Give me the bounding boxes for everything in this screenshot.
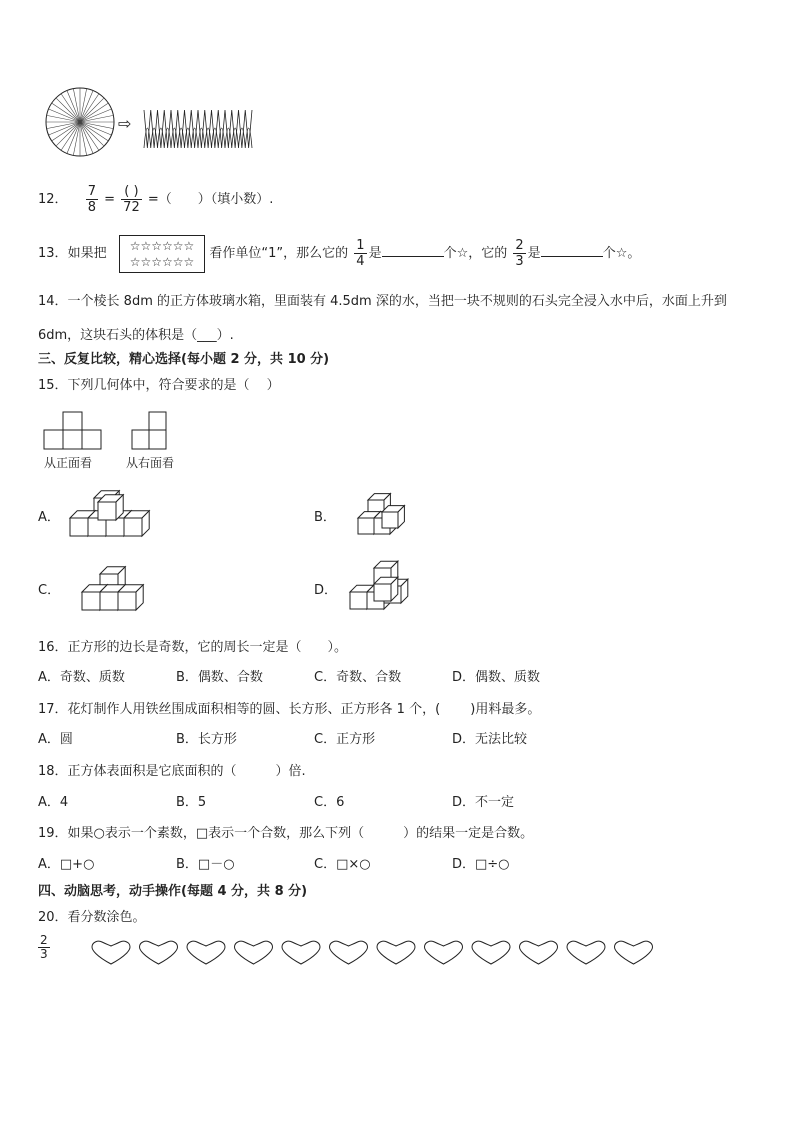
q18-option-b[interactable]: B．5 <box>176 795 207 810</box>
option-a-label[interactable]: A． <box>38 510 60 525</box>
q19-option-b[interactable]: B．□－○ <box>176 857 235 872</box>
heart-shape[interactable] <box>425 941 463 964</box>
option-a-figure[interactable] <box>68 490 158 540</box>
cube-face <box>98 502 116 520</box>
q17-option-c[interactable]: C．正方形 <box>314 732 376 747</box>
star-box: ☆☆☆☆☆☆ ☆☆☆☆☆☆ <box>119 235 206 273</box>
cube-face <box>100 592 118 610</box>
front-view-figure <box>44 412 104 452</box>
question-15-stem: 15．下列几何体中，符合要求的是（ ） <box>38 378 280 393</box>
q16-option-b[interactable]: B．偶数、合数 <box>176 670 263 685</box>
sector-line <box>80 122 104 146</box>
question-16-stem: 16．正方形的边长是奇数，它的周长一定是（ ）。 <box>38 640 348 655</box>
fraction: $\frac{7}{8}$ <box>87 184 96 215</box>
question-12: 12． $\frac{7}{8}$ = $\frac{( )}{72}$ =（ ）（填小数）. <box>38 184 274 215</box>
question-tail: =（ ）（填小数）. <box>147 192 274 207</box>
sector-line <box>56 98 80 122</box>
cube-face <box>70 518 88 536</box>
heart-shape[interactable] <box>520 941 558 964</box>
heart-shape[interactable] <box>92 941 130 964</box>
heart-shape[interactable] <box>472 941 510 964</box>
q17-option-d[interactable]: D．无法比较 <box>452 732 528 747</box>
fraction: $\frac{2}{3}$ <box>40 933 48 961</box>
answer-blank[interactable] <box>541 244 603 257</box>
section-heading: 四、动脑思考，动手操作(每题 4 分，共 8 分) <box>38 884 308 899</box>
question-18-stem: 18．正方体表面积是它底面积的（ ）倍. <box>38 764 306 779</box>
q17-option-a[interactable]: A．圆 <box>38 732 73 747</box>
q19-option-a[interactable]: A．□+○ <box>38 857 95 872</box>
question-13: 13．如果把 ☆☆☆☆☆☆ ☆☆☆☆☆☆ 看作单位“1”，那么它的 $\frac{1}{4}$ 是 个☆，它的 $\frac{2}{3}$ 是 个☆。 <box>38 232 640 276</box>
option-c-label[interactable]: C． <box>38 583 61 598</box>
cube-face <box>124 518 142 536</box>
cube-face <box>82 592 100 610</box>
fraction: $\frac{1}{4}$ <box>356 238 365 269</box>
right-view-figure <box>132 412 172 452</box>
cube-face <box>350 592 367 609</box>
question-19-stem: 19．如果○表示一个素数，□表示一个合数，那么下列（ ）的结果一定是合数。 <box>38 826 534 841</box>
option-b-figure[interactable] <box>356 492 406 538</box>
right-view-caption: 从右面看 <box>126 456 175 470</box>
heart-shape[interactable] <box>615 941 653 964</box>
cube-face <box>382 512 398 528</box>
q17-option-b[interactable]: B．长方形 <box>176 732 237 747</box>
option-c-figure[interactable] <box>80 568 144 612</box>
heart-shape[interactable] <box>377 941 415 964</box>
heart-shape[interactable] <box>567 941 605 964</box>
heart-shape[interactable] <box>282 941 320 964</box>
answer-blank[interactable] <box>382 244 444 257</box>
question-20-stem: 20．看分数涂色。 <box>38 910 146 925</box>
fraction: $\frac{2}{3}$ <box>515 238 524 269</box>
q19-option-c[interactable]: C．□×○ <box>314 857 371 872</box>
hearts-row <box>90 938 670 968</box>
question-14-line1: 14．一个棱长 8dm 的正方体玻璃水箱，里面装有 4.5dm 深的水，当把一块不规则的石头完全浸入水中后，水面上升到 <box>38 294 727 309</box>
q18-option-c[interactable]: C．6 <box>314 795 345 810</box>
q18-option-a[interactable]: A．4 <box>38 795 69 810</box>
question-17-stem: 17．花灯制作人用铁丝围成面积相等的圆、长方形、正方形各 1 个，( )用料最多。 <box>38 702 541 717</box>
option-d-figure[interactable] <box>348 562 416 612</box>
circle-sectors-figure <box>44 86 116 158</box>
option-d-label[interactable]: D． <box>314 583 338 598</box>
heart-shape[interactable] <box>187 941 225 964</box>
fraction: $\frac{( )}{72}$ <box>123 184 140 215</box>
section-heading: 三、反复比较，精心选择(每小题 2 分，共 10 分) <box>38 352 330 367</box>
rearranged-sectors-figure <box>142 108 254 150</box>
sector-line <box>80 98 104 122</box>
q19-option-d[interactable]: D．□÷○ <box>452 857 510 872</box>
cube-face <box>88 518 106 536</box>
heart-shape[interactable] <box>140 941 178 964</box>
cube-face <box>118 592 136 610</box>
cube-face <box>358 518 374 534</box>
q18-option-d[interactable]: D．不一定 <box>452 795 515 810</box>
option-b-label[interactable]: B． <box>314 510 336 525</box>
fraction-label <box>36 934 52 961</box>
front-view-caption: 从正面看 <box>44 456 93 470</box>
sector-line <box>56 122 80 146</box>
question-14-line2: 6dm，这块石头的体积是（___）. <box>38 328 234 343</box>
q16-option-d[interactable]: D．偶数、质数 <box>452 670 541 685</box>
q16-option-a[interactable]: A．奇数、质数 <box>38 670 125 685</box>
cube-face <box>106 518 124 536</box>
heart-shape[interactable] <box>330 941 368 964</box>
question-number: 12 <box>38 192 55 207</box>
q16-option-c[interactable]: C．奇数、合数 <box>314 670 402 685</box>
arrow-icon: ⇨ <box>118 114 132 133</box>
cube-face <box>374 584 391 601</box>
heart-shape[interactable] <box>235 941 273 964</box>
